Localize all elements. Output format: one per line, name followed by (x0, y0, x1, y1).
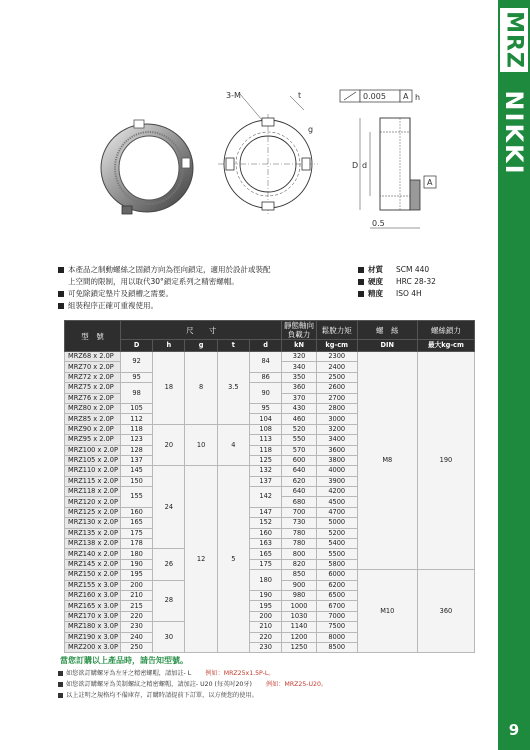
model-cell: MRZ80 x 2.0P (65, 403, 121, 413)
sidebar (498, 0, 530, 750)
d-cell: 220 (250, 632, 282, 642)
tolerance-value: 0.005 (363, 92, 386, 101)
load-cell: 1030 (282, 611, 316, 621)
d-cell: 210 (250, 622, 282, 632)
D-cell: 200 (120, 580, 152, 590)
model-cell: MRZ125 x 2.0P (65, 507, 121, 517)
load-cell: 620 (282, 476, 316, 486)
note-text: 以上註明之規格均不備庫存，訂購時請提前下訂單，以方便您的使用。 (66, 692, 258, 699)
d-cell: 95 (250, 403, 282, 413)
load-cell: 780 (282, 539, 316, 549)
spec-hardness (358, 276, 478, 288)
header-load-unit: kN (282, 340, 316, 352)
load-cell: 370 (282, 393, 316, 403)
D-cell: 175 (120, 528, 152, 538)
torque-cell: 3000 (316, 414, 357, 424)
d-cell: 160 (250, 528, 282, 538)
load-cell: 640 (282, 487, 316, 497)
D-cell: 178 (120, 539, 152, 549)
table-row (65, 570, 475, 580)
D-cell: 98 (120, 383, 152, 404)
model-cell: MRZ150 x 2.0P (65, 570, 121, 580)
brand-label: MRZ (501, 11, 527, 69)
load-cell: 1250 (282, 642, 316, 652)
model-cell: MRZ120 x 2.0P (65, 497, 121, 507)
label-D: D (352, 161, 359, 170)
header-t: t (217, 340, 249, 352)
D-cell: 128 (120, 445, 152, 455)
model-cell: MRZ70 x 2.0P (65, 362, 121, 372)
product-description (58, 264, 358, 312)
h-cell: 28 (153, 580, 185, 622)
D-cell: 118 (120, 424, 152, 434)
d-cell: 118 (250, 445, 282, 455)
load-cell: 730 (282, 518, 316, 528)
load-cell: 520 (282, 424, 316, 434)
D-cell: 190 (120, 559, 152, 569)
torque-cell: 8500 (316, 642, 357, 652)
header-screw-torque: 螺絲鎖力 (417, 321, 474, 340)
header-size: 尺 寸 (120, 321, 281, 340)
model-cell: MRZ110 x 2.0P (65, 466, 121, 476)
torque-cell: 5200 (316, 528, 357, 538)
torque-cell: 8000 (316, 632, 357, 642)
load-cell: 320 (282, 352, 316, 362)
table-row (65, 352, 475, 362)
header-d: d (250, 340, 282, 352)
load-cell: 700 (282, 507, 316, 517)
model-cell: MRZ138 x 2.0P (65, 539, 121, 549)
company-tab (500, 78, 528, 188)
torque-cell: 5800 (316, 559, 357, 569)
d-cell: 108 (250, 424, 282, 434)
model-cell: MRZ160 x 3.0P (65, 590, 121, 600)
load-cell: 1200 (282, 632, 316, 642)
model-cell: MRZ75 x 2.0P (65, 383, 121, 393)
d-cell: 125 (250, 455, 282, 465)
torque-cell: 2300 (316, 352, 357, 362)
h-cell: 24 (153, 466, 185, 549)
datum-side: A (427, 178, 433, 187)
D-cell: 230 (120, 622, 152, 632)
model-cell: MRZ140 x 2.0P (65, 549, 121, 559)
note-text: 如您欲訂購螺牙為美制螺紋之精密螺帽，請加註- U20 (每英吋20牙) (66, 681, 252, 688)
torque-cell: 2600 (316, 383, 357, 393)
header-max: 最大kg-cm (417, 340, 474, 352)
load-cell: 780 (282, 528, 316, 538)
load-cell: 1000 (282, 601, 316, 611)
datum-top: A (403, 92, 409, 101)
h-cell: 26 (153, 549, 185, 580)
d-cell: 132 (250, 466, 282, 476)
page-number: 9 (508, 721, 520, 739)
order-notes (58, 668, 478, 701)
D-cell: 195 (120, 570, 152, 580)
note-text: 如您欲訂購螺牙為左牙之精密螺帽，請加註- L (66, 670, 192, 677)
model-cell: MRZ85 x 2.0P (65, 414, 121, 424)
d-cell: 195 (250, 601, 282, 611)
model-cell: MRZ95 x 2.0P (65, 435, 121, 445)
D-cell: 112 (120, 414, 152, 424)
load-cell: 800 (282, 549, 316, 559)
D-cell: 95 (120, 372, 152, 382)
model-cell: MRZ76 x 2.0P (65, 393, 121, 403)
torque-cell: 6500 (316, 590, 357, 600)
torque-cell: 4000 (316, 466, 357, 476)
d-cell: 163 (250, 539, 282, 549)
note-example: 例如：MRZ25-U20。 (265, 681, 328, 688)
load-cell: 640 (282, 466, 316, 476)
g-cell: 12 (185, 466, 217, 653)
d-cell: 86 (250, 372, 282, 382)
header-din: DIN (357, 340, 417, 352)
torque-cell: 6000 (316, 570, 357, 580)
model-cell: MRZ135 x 2.0P (65, 528, 121, 538)
load-cell: 570 (282, 445, 316, 455)
h-cell: 20 (153, 424, 185, 466)
D-cell: 250 (120, 642, 152, 652)
spec-value: ISO 4H (396, 289, 422, 298)
D-cell: 123 (120, 435, 152, 445)
model-cell: MRZ200 x 3.0P (65, 642, 121, 652)
h-cell: 18 (153, 352, 185, 425)
screw-din-cell: M8 (357, 352, 417, 570)
screw-din-cell: M10 (357, 570, 417, 653)
d-cell: 190 (250, 590, 282, 600)
spec-key: 精度 (368, 289, 383, 298)
page-number-box (498, 710, 530, 750)
torque-cell: 7000 (316, 611, 357, 621)
torque-cell: 2400 (316, 362, 357, 372)
header-load: 靜態軸向負載力 (282, 321, 316, 340)
model-cell: MRZ190 x 3.0P (65, 632, 121, 642)
desc-line-1: 本產品之制動螺絲之固鎖方向為徑向鎖定，適用於設計或裝配 (58, 264, 358, 276)
D-cell: 150 (120, 476, 152, 486)
D-cell: 137 (120, 455, 152, 465)
screw-max-cell: 360 (417, 570, 474, 653)
product-photo (92, 110, 202, 222)
torque-cell: 2800 (316, 403, 357, 413)
load-cell: 360 (282, 383, 316, 393)
D-cell: 180 (120, 549, 152, 559)
header-torque: 鬆脫力矩 (316, 321, 357, 340)
load-cell: 350 (282, 372, 316, 382)
t-cell: 5 (217, 466, 249, 653)
torque-cell: 3200 (316, 424, 357, 434)
header-screw: 螺 絲 (357, 321, 417, 340)
d-cell: 113 (250, 435, 282, 445)
torque-cell: 4700 (316, 507, 357, 517)
model-cell: MRZ165 x 3.0P (65, 601, 121, 611)
d-cell: 104 (250, 414, 282, 424)
torque-cell: 3400 (316, 435, 357, 445)
load-cell: 980 (282, 590, 316, 600)
model-cell: MRZ170 x 3.0P (65, 611, 121, 621)
desc-line-4: 組裝程序正確可重複使用。 (58, 300, 358, 312)
g-cell: 10 (185, 424, 217, 466)
torque-cell: 5400 (316, 539, 357, 549)
load-cell: 1140 (282, 622, 316, 632)
D-cell: 145 (120, 466, 152, 476)
torque-cell: 4200 (316, 487, 357, 497)
load-cell: 340 (282, 362, 316, 372)
load-cell: 460 (282, 414, 316, 424)
spec-value: HRC 28-32 (396, 277, 436, 286)
model-cell: MRZ180 x 3.0P (65, 622, 121, 632)
load-cell: 820 (282, 559, 316, 569)
torque-cell: 2700 (316, 393, 357, 403)
spec-key: 硬度 (368, 277, 383, 286)
d-cell: 90 (250, 383, 282, 404)
D-cell: 240 (120, 632, 152, 642)
screw-max-cell: 190 (417, 352, 474, 570)
spec-value: SCM 440 (396, 265, 430, 274)
technical-drawing (210, 88, 470, 248)
load-cell: 430 (282, 403, 316, 413)
model-cell: MRZ118 x 2.0P (65, 487, 121, 497)
torque-cell: 3800 (316, 455, 357, 465)
D-cell: 215 (120, 601, 152, 611)
model-cell: MRZ115 x 2.0P (65, 476, 121, 486)
h-cell: 30 (153, 622, 185, 653)
d-cell: 200 (250, 611, 282, 621)
d-cell: 175 (250, 559, 282, 569)
D-cell: 155 (120, 487, 152, 508)
torque-cell: 3900 (316, 476, 357, 486)
torque-cell: 3600 (316, 445, 357, 455)
spec-table-body (65, 352, 475, 653)
order-note-title: 當您訂購以上產品時，請告知型號。 (60, 656, 188, 665)
label-t: t (298, 91, 302, 100)
d-cell: 147 (250, 507, 282, 517)
d-cell: 84 (250, 352, 282, 373)
t-cell: 4 (217, 424, 249, 466)
header-model: 型 號 (65, 321, 121, 352)
D-cell: 220 (120, 611, 152, 621)
model-cell: MRZ145 x 2.0P (65, 559, 121, 569)
torque-cell: 4500 (316, 497, 357, 507)
d-cell: 180 (250, 570, 282, 591)
D-cell: 165 (120, 518, 152, 528)
load-cell: 900 (282, 580, 316, 590)
header-torque-unit: kg-cm (316, 340, 357, 352)
material-specs (358, 264, 478, 300)
torque-cell: 5000 (316, 518, 357, 528)
model-cell: MRZ100 x 2.0P (65, 445, 121, 455)
model-cell: MRZ68 x 2.0P (65, 352, 121, 362)
torque-cell: 6200 (316, 580, 357, 590)
torque-cell: 7500 (316, 622, 357, 632)
header-D: D (120, 340, 152, 352)
d-cell: 142 (250, 487, 282, 508)
spec-material (358, 264, 478, 276)
label-g: g (308, 125, 314, 134)
torque-cell: 6700 (316, 601, 357, 611)
D-cell: 105 (120, 403, 152, 413)
brand-tab (500, 8, 528, 72)
D-cell: 210 (120, 590, 152, 600)
model-cell: MRZ72 x 2.0P (65, 372, 121, 382)
spec-precision (358, 288, 478, 300)
d-cell: 152 (250, 518, 282, 528)
load-cell: 680 (282, 497, 316, 507)
desc-line-2: 上空間的限制，用以取代30°鎖定系列之精密螺帽。 (68, 277, 239, 286)
t-cell: 3.5 (217, 352, 249, 425)
torque-cell: 5500 (316, 549, 357, 559)
model-cell: MRZ90 x 2.0P (65, 424, 121, 434)
desc-line-3: 可免除鎖定墊片及鎖槽之需要。 (58, 288, 358, 300)
runout-value: 0.5 (372, 219, 385, 228)
d-cell: 137 (250, 476, 282, 486)
load-cell: 850 (282, 570, 316, 580)
d-cell: 230 (250, 642, 282, 652)
label-3m: 3-M (226, 91, 241, 100)
torque-cell: 2500 (316, 372, 357, 382)
company-label: NIKKI (500, 90, 528, 176)
label-d: d (362, 161, 368, 170)
header-g: g (185, 340, 217, 352)
model-cell: MRZ155 x 3.0P (65, 580, 121, 590)
label-h: h (415, 93, 421, 102)
header-h: h (153, 340, 185, 352)
D-cell: 160 (120, 507, 152, 517)
note-example: 例如：MRZ25x1.5P-L。 (205, 670, 275, 677)
g-cell: 8 (185, 352, 217, 425)
note-item (58, 668, 478, 679)
spec-table (64, 320, 475, 653)
load-cell: 600 (282, 455, 316, 465)
D-cell: 92 (120, 352, 152, 373)
d-cell: 165 (250, 549, 282, 559)
note-item (58, 679, 478, 690)
note-item (58, 690, 478, 701)
load-cell: 550 (282, 435, 316, 445)
spec-key: 材質 (368, 265, 383, 274)
model-cell: MRZ130 x 2.0P (65, 518, 121, 528)
model-cell: MRZ105 x 2.0P (65, 455, 121, 465)
